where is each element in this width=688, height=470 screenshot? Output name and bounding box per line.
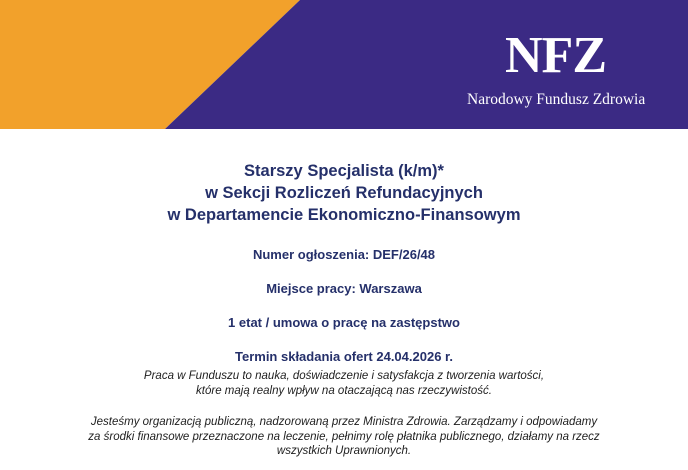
workplace: Miejsce pracy: Warszawa <box>266 281 422 296</box>
header-banner <box>0 0 688 129</box>
job-title-line-1: Starszy Specjalista (k/m)* <box>244 162 444 180</box>
job-title-line-2: w Sekcji Rozliczeń Refundacyjnych <box>205 184 483 202</box>
job-title-line-3: w Departamencie Ekonomiczno-Finansowym <box>167 206 521 224</box>
about-line-1: Jesteśmy organizacją publiczną, nadzorowaną przez Ministra Zdrowia. Zarządzamy i odpowiadamy <box>90 416 598 428</box>
about-line-3: wszystkich Uprawnionych. <box>276 445 412 457</box>
job-posting <box>0 160 688 459</box>
intro-paragraph <box>0 369 688 398</box>
application-deadline: Termin składania ofert 24.04.2026 r. <box>235 349 453 364</box>
contract-type: 1 etat / umowa o pracę na zastępstwo <box>228 315 460 330</box>
about-line-2: za środki finansowe przeznaczone na leczenie, pełnimy rolę płatnika publicznego, działamy na rzecz <box>88 430 600 443</box>
intro-line-2: które mają realny wpływ na otaczającą nas rzeczywistość. <box>196 384 492 397</box>
nfz-logo-mark: NFZ <box>505 27 606 84</box>
announcement-number: Numer ogłoszenia: DEF/26/48 <box>252 247 436 262</box>
nfz-logo-subtitle: Narodowy Fundusz Zdrowia <box>467 91 646 108</box>
about-paragraph <box>0 415 688 459</box>
nfz-logo <box>467 27 657 110</box>
intro-line-1: Praca w Funduszu to nauka, doświadczenie i satysfakcja z tworzenia wartości, <box>143 370 545 382</box>
